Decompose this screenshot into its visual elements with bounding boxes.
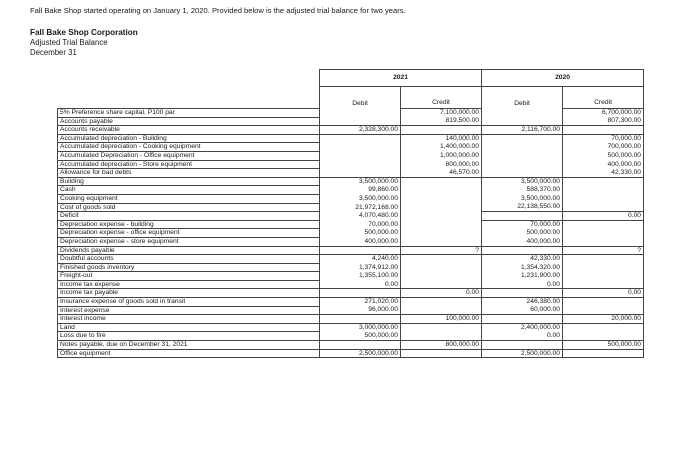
debit-2021-cell xyxy=(320,341,401,350)
debit-2020-cell xyxy=(482,160,563,169)
credit-2021-cell xyxy=(401,134,482,143)
credit-2021-cell xyxy=(401,126,482,135)
debit-2021-cell xyxy=(320,160,401,169)
account-name: Accumulated Depreciation - Office equipment xyxy=(58,151,320,160)
debit-2021-cell xyxy=(320,169,401,178)
amount-value: 500,000.00 xyxy=(607,151,642,159)
table-row xyxy=(58,246,644,255)
credit-2021-cell xyxy=(401,220,482,229)
account-name: Depreciation expense - store equipment xyxy=(58,237,320,246)
amount-value: 100,000.00 xyxy=(445,315,480,323)
amount-value: 7,100,000.00 xyxy=(439,109,480,117)
credit-2021-cell xyxy=(401,323,482,332)
credit-2020-cell xyxy=(563,220,644,229)
debit-2021-cell xyxy=(320,289,401,298)
amount-value: ? xyxy=(637,246,642,254)
credit-2020-cell xyxy=(563,109,644,118)
credit-2020-cell xyxy=(563,203,644,212)
credit-2020-cell xyxy=(563,151,644,160)
credit-2020-cell xyxy=(563,229,644,238)
table-row xyxy=(58,298,644,307)
account-name: Insurance expense of goods sold in transit xyxy=(58,298,320,307)
amount-value: 0.00 xyxy=(465,289,480,297)
debit-2020-cell xyxy=(482,117,563,126)
table-row xyxy=(58,315,644,324)
table-row xyxy=(58,332,644,341)
debit-2021-cell: 21,972,168.00 xyxy=(320,203,401,212)
debit-2021-cell: 4,070,480.00 xyxy=(320,212,401,221)
table-row xyxy=(58,272,644,281)
debit-2021-cell: 3,500,000.00 xyxy=(320,194,401,203)
debit-2020-cell: 60,000.00 xyxy=(482,306,563,315)
debit-2020-cell: 246,380.00 xyxy=(482,298,563,307)
table-row xyxy=(58,263,644,272)
amount-value: 6,700,000.00 xyxy=(601,109,642,117)
amount-value: 140,000.00 xyxy=(445,135,480,143)
credit-2021-cell xyxy=(401,263,482,272)
table-row xyxy=(58,212,644,221)
amount-value: 0.00 xyxy=(628,289,642,297)
credit-2021-cell xyxy=(401,143,482,152)
account-name: Accumulated depreciation - Building xyxy=(58,134,320,143)
debit-2020-cell: 0.00 xyxy=(482,280,563,289)
intro-text: Fall Bake Shop started operating on January 1, 2020. Provided below is the adjusted trial balance for two years. xyxy=(30,6,406,15)
amount-value: ? xyxy=(475,246,480,254)
amount-value: 807,300.00 xyxy=(607,117,642,125)
amount-value: 819,500.00 xyxy=(445,117,480,125)
debit-2021-cell: 3,000,000.00 xyxy=(320,323,401,332)
debit-2021-cell xyxy=(320,315,401,324)
table-row xyxy=(58,169,644,178)
table-row xyxy=(58,117,644,126)
account-name: Accumulated depreciation - Store equipment xyxy=(58,160,320,169)
credit-2021-cell xyxy=(401,255,482,264)
debit-2020-cell: 500,000.00 xyxy=(482,229,563,238)
credit-2020-cell xyxy=(563,160,644,169)
debit-header-2020: Debit xyxy=(482,87,563,109)
debit-2021-cell: 271,020.00 xyxy=(320,298,401,307)
table-row xyxy=(58,349,644,358)
credit-2021-cell xyxy=(401,229,482,238)
credit-2020-cell xyxy=(563,332,644,341)
amount-value: 500,000.00 xyxy=(607,341,642,349)
debit-2020-cell xyxy=(482,315,563,324)
account-name: Accumulated depreciation - Cooking equipment xyxy=(58,143,320,152)
account-name: Income tax payable xyxy=(58,289,320,298)
amount-value: 700,000.00 xyxy=(607,143,642,151)
table-row xyxy=(58,280,644,289)
debit-header-2021: Debit xyxy=(320,87,401,109)
debit-2020-cell: 2,500,000.00 xyxy=(482,349,563,358)
account-name: Depreciation expense - building xyxy=(58,220,320,229)
credit-2020-cell xyxy=(563,169,644,178)
credit-2021-cell xyxy=(401,306,482,315)
table-row xyxy=(58,203,644,212)
credit-2020-cell xyxy=(563,323,644,332)
credit-2021-cell xyxy=(401,212,482,221)
credit-2021-cell xyxy=(401,169,482,178)
account-name: Accounts receivable xyxy=(58,126,320,135)
table-row xyxy=(58,229,644,238)
debit-2021-cell xyxy=(320,134,401,143)
account-name: Land xyxy=(58,323,320,332)
amount-value: 20,000.00 xyxy=(611,315,642,323)
debit-2021-cell xyxy=(320,109,401,118)
credit-2020-cell xyxy=(563,280,644,289)
credit-2021-cell xyxy=(401,298,482,307)
account-name: Dividends payable xyxy=(58,246,320,255)
credit-2021-cell xyxy=(401,332,482,341)
debit-2020-cell xyxy=(482,151,563,160)
amount-value: 46,570.00 xyxy=(449,168,480,176)
table-row xyxy=(58,255,644,264)
credit-2021-cell xyxy=(401,151,482,160)
credit-2020-cell xyxy=(563,341,644,350)
table-row xyxy=(58,109,644,118)
credit-2021-cell xyxy=(401,117,482,126)
debit-2020-cell xyxy=(482,289,563,298)
credit-2020-cell xyxy=(563,212,644,221)
debit-2021-cell: 500,000.00 xyxy=(320,229,401,238)
table-row xyxy=(58,289,644,298)
debit-2020-cell: 2,116,700.00 xyxy=(482,126,563,135)
credit-2021-cell xyxy=(401,289,482,298)
table-row xyxy=(58,220,644,229)
credit-2020-cell xyxy=(563,186,644,195)
debit-2021-cell xyxy=(320,151,401,160)
debit-2020-cell xyxy=(482,143,563,152)
table-row xyxy=(58,143,644,152)
debit-2020-cell: 22,138,550.00 xyxy=(482,203,563,212)
table-row xyxy=(58,186,644,195)
credit-2020-cell xyxy=(563,237,644,246)
table-row xyxy=(58,237,644,246)
table-row xyxy=(58,323,644,332)
table-row xyxy=(58,177,644,186)
credit-2021-cell xyxy=(401,341,482,350)
debit-2021-cell: 3,500,000.00 xyxy=(320,177,401,186)
credit-2021-cell xyxy=(401,160,482,169)
account-name: Deficit xyxy=(58,212,320,221)
debit-2020-cell: 588,370.00 xyxy=(482,186,563,195)
debit-2021-cell: 2,328,300.00 xyxy=(320,126,401,135)
credit-header-2021: Credit xyxy=(401,87,482,109)
credit-2020-cell xyxy=(563,315,644,324)
year-header-2020: 2020 xyxy=(482,70,644,87)
credit-2020-cell xyxy=(563,289,644,298)
table-row xyxy=(58,160,644,169)
debit-2021-cell: 1,374,912.00 xyxy=(320,263,401,272)
table-row xyxy=(58,126,644,135)
account-name: Finished goods inventory xyxy=(58,263,320,272)
debit-2020-cell: 3,500,000.00 xyxy=(482,177,563,186)
credit-2020-cell xyxy=(563,143,644,152)
trial-balance-rows xyxy=(58,109,644,358)
debit-2020-cell xyxy=(482,134,563,143)
trial-balance-table xyxy=(57,69,644,358)
credit-2020-cell xyxy=(563,177,644,186)
debit-2020-cell xyxy=(482,212,563,221)
account-name: Depreciation expense - office equipment xyxy=(58,229,320,238)
table-row xyxy=(58,341,644,350)
credit-2021-cell xyxy=(401,203,482,212)
debit-2021-cell: 99,860.00 xyxy=(320,186,401,195)
amount-value: 400,000.00 xyxy=(607,160,642,168)
table-row xyxy=(58,134,644,143)
debit-2021-cell xyxy=(320,246,401,255)
credit-2021-cell xyxy=(401,237,482,246)
amount-value: 42,330.00 xyxy=(611,168,642,176)
debit-2020-cell xyxy=(482,341,563,350)
account-name: Freight-out xyxy=(58,272,320,281)
debit-2020-cell: 3,500,000.00 xyxy=(482,194,563,203)
account-name: Income tax expense xyxy=(58,280,320,289)
credit-2020-cell xyxy=(563,306,644,315)
credit-2020-cell xyxy=(563,194,644,203)
debit-2020-cell: 400,000.00 xyxy=(482,237,563,246)
account-name: Interest expense xyxy=(58,306,320,315)
debit-2021-cell xyxy=(320,117,401,126)
debit-2021-cell: 0.00 xyxy=(320,280,401,289)
credit-2020-cell xyxy=(563,255,644,264)
credit-2021-cell xyxy=(401,280,482,289)
table-row xyxy=(58,194,644,203)
account-name: Notes payable, due on December 31, 2021 xyxy=(58,341,320,350)
credit-2020-cell xyxy=(563,126,644,135)
amount-value: 800,000.00 xyxy=(445,341,480,349)
account-name: Accounts payable xyxy=(58,117,320,126)
account-name: Cash xyxy=(58,186,320,195)
account-name: Allowance for bad debts xyxy=(58,169,320,178)
statement-title: Adjusted Trial Balance xyxy=(30,38,108,47)
debit-2021-cell: 4,240.00 xyxy=(320,255,401,264)
credit-2021-cell xyxy=(401,272,482,281)
company-name: Fall Bake Shop Corporation xyxy=(30,28,138,37)
debit-2021-cell xyxy=(320,143,401,152)
year-header-2021: 2021 xyxy=(320,70,482,87)
debit-2021-cell: 96,000.00 xyxy=(320,306,401,315)
account-name: Cooking equipment xyxy=(58,194,320,203)
account-name: Cost of goods sold xyxy=(58,203,320,212)
amount-value: 0.00 xyxy=(628,212,642,220)
amount-value: 1,000,000.00 xyxy=(439,151,480,159)
account-name: Interest income xyxy=(58,315,320,324)
amount-value: 1,400,000.00 xyxy=(439,143,480,151)
debit-2021-cell: 70,000.00 xyxy=(320,220,401,229)
amount-value: 70,000.00 xyxy=(611,135,642,143)
account-name: Doubtful accounts xyxy=(58,255,320,264)
table-row xyxy=(58,151,644,160)
credit-2021-cell xyxy=(401,109,482,118)
debit-2020-cell: 42,330.00 xyxy=(482,255,563,264)
debit-2020-cell: 1,354,320.00 xyxy=(482,263,563,272)
account-name: Building xyxy=(58,177,320,186)
debit-2021-cell: 1,355,100.00 xyxy=(320,272,401,281)
credit-2020-cell xyxy=(563,246,644,255)
credit-2020-cell xyxy=(563,349,644,358)
debit-2021-cell: 400,000.00 xyxy=(320,237,401,246)
statement-date: December 31 xyxy=(30,48,77,57)
debit-2021-cell: 500,000.00 xyxy=(320,332,401,341)
debit-2020-cell: 70,000.00 xyxy=(482,220,563,229)
debit-2020-cell: 2,400,000.00 xyxy=(482,323,563,332)
credit-2021-cell xyxy=(401,246,482,255)
debit-2020-cell xyxy=(482,109,563,118)
debit-2020-cell xyxy=(482,246,563,255)
account-name: 5% Preference share capital, P100 par xyxy=(58,109,320,118)
credit-2021-cell xyxy=(401,194,482,203)
credit-2020-cell xyxy=(563,272,644,281)
credit-2021-cell xyxy=(401,177,482,186)
debit-2020-cell xyxy=(482,169,563,178)
credit-header-2020: Credit xyxy=(563,87,644,109)
credit-2021-cell xyxy=(401,315,482,324)
credit-2021-cell xyxy=(401,186,482,195)
credit-2021-cell xyxy=(401,349,482,358)
debit-2020-cell: 0.00 xyxy=(482,332,563,341)
credit-2020-cell xyxy=(563,117,644,126)
account-name: Loss due to fire xyxy=(58,332,320,341)
account-name: Office equipment xyxy=(58,349,320,358)
debit-2020-cell: 1,231,900.00 xyxy=(482,272,563,281)
credit-2020-cell xyxy=(563,263,644,272)
amount-value: 800,000.00 xyxy=(445,160,480,168)
credit-2020-cell xyxy=(563,134,644,143)
debit-2021-cell: 2,500,000.00 xyxy=(320,349,401,358)
credit-2020-cell xyxy=(563,298,644,307)
table-row xyxy=(58,306,644,315)
